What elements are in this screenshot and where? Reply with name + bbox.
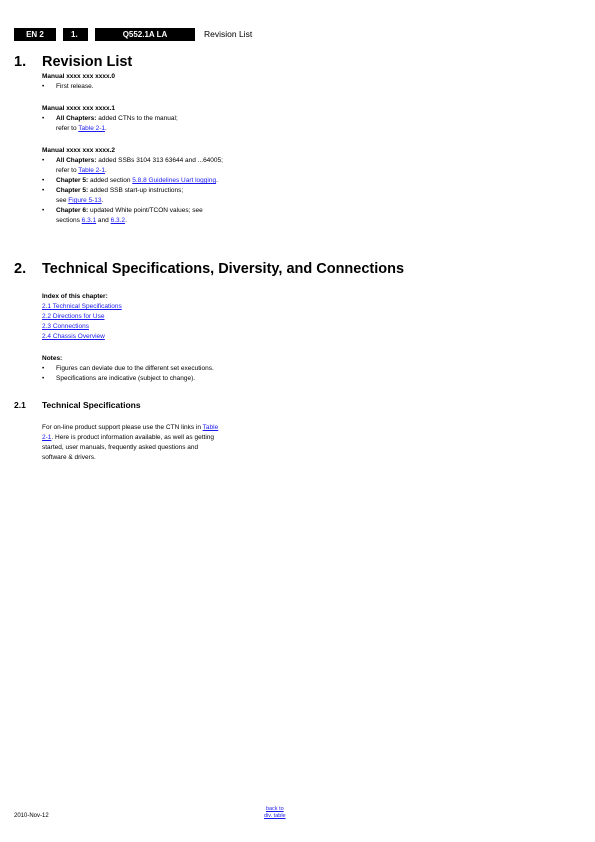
section-2-title: Technical Specifications, Diversity, and Connections	[42, 261, 405, 277]
revision-1-item-1-text: added CTNs to the manual;	[96, 115, 178, 122]
back-link-line-2[interactable]: div. table	[264, 813, 286, 819]
revision-1-block	[42, 104, 282, 134]
header-box-model-text: Q552.1A LA	[122, 30, 168, 39]
index-link-directions-for-use[interactable]: 2.2 Directions for Use	[42, 313, 105, 320]
revision-2-item-4-bold: Chapter 6:	[56, 207, 89, 214]
paragraph-text-3: started, user manuals, frequently asked questions and	[42, 444, 199, 451]
header-box-chapter-number-text: 1.	[71, 30, 78, 39]
chapter-index	[42, 292, 282, 342]
section-2-1-paragraph	[42, 423, 267, 463]
revision-2-item-3-text: added SSB start-up instructions;	[88, 187, 184, 194]
header-box-chapter-code-text: EN 2	[26, 30, 44, 39]
table-link-part-2[interactable]: 2-1	[42, 434, 52, 441]
section-2-1-title: Technical Specifications	[42, 400, 141, 410]
revision-2-item-4-line2: sections	[56, 217, 82, 224]
revision-2-item-1-bold: All Chapters:	[56, 157, 97, 164]
revision-0-item-1-text: First release.	[56, 83, 94, 90]
revision-2-item-4	[42, 206, 282, 226]
section-6-3-2-link[interactable]: 6.3.2	[110, 217, 126, 224]
revision-2-label: Manual xxxx xxx xxxx.2	[42, 147, 115, 154]
figure-5-13-link[interactable]: Figure 5-13	[68, 197, 102, 204]
revision-1-item-1	[42, 114, 282, 134]
revision-0-block	[42, 72, 282, 92]
revision-1-item-1-bold: All Chapters:	[56, 115, 97, 122]
back-to-div-table-link[interactable]	[264, 806, 286, 820]
revision-2-item-2-text: added section	[88, 177, 133, 184]
revision-2-block	[42, 146, 282, 226]
revision-2-item-2	[42, 176, 282, 186]
table-2-1-link[interactable]: Table 2-1	[78, 125, 106, 132]
revision-2-item-3-bold: Chapter 5:	[56, 187, 89, 194]
section-2-number: 2.	[14, 261, 27, 277]
revision-0-label: Manual xxxx xxx xxxx.0	[42, 73, 115, 80]
revision-2-item-2-bold: Chapter 5:	[56, 177, 89, 184]
revision-2-item-4-mid: and	[96, 217, 111, 224]
back-link-line-1[interactable]: back to	[265, 806, 284, 812]
revision-2-item-3	[42, 186, 282, 206]
revision-2-item-1-line2: refer to	[56, 167, 79, 174]
section-1-heading	[14, 54, 132, 71]
header-title: Revision List	[204, 29, 253, 39]
paragraph-text-4: software & drivers.	[42, 454, 96, 461]
revision-0-item-1	[42, 82, 282, 92]
notes-label: Notes:	[42, 355, 63, 362]
paragraph-text-2: . Here is product information available, as well as getting	[51, 434, 214, 441]
revision-1-item-1-end: .	[105, 125, 107, 132]
revision-2-item-1-text: added SSBs 3104 313 63644 and ...64005;	[96, 157, 223, 164]
chapter-index-label: Index of this chapter:	[42, 293, 108, 300]
table-link-part-1[interactable]: Table	[202, 424, 219, 431]
header-box-chapter-number	[63, 28, 88, 41]
footer-date: 2010-Nov-12	[14, 813, 49, 819]
index-link-chassis-overview[interactable]: 2.4 Chassis Overview	[42, 333, 105, 340]
revision-2-item-1-end: .	[105, 167, 107, 174]
section-2-1-heading	[14, 400, 141, 411]
index-link-technical-specifications[interactable]: 2.1 Technical Specifications	[42, 303, 122, 310]
revision-2-item-1	[42, 156, 282, 176]
revision-1-item-1-line2: refer to	[56, 125, 79, 132]
section-2-1-number: 2.1	[14, 400, 26, 410]
paragraph-text-1: For on-line product support please use the CTN links in	[42, 424, 203, 431]
header-box-chapter-code	[14, 28, 56, 41]
index-link-connections[interactable]: 2.3 Connections	[42, 323, 89, 330]
notes-block	[42, 354, 282, 384]
revision-2-item-4-end: .	[125, 217, 127, 224]
table-2-1-link[interactable]: Table 2-1	[78, 167, 106, 174]
note-item: • Figures can deviate due to the different set executions.	[42, 364, 282, 374]
section-1-title: Revision List	[42, 54, 133, 70]
revision-2-item-3-end: .	[101, 197, 104, 204]
revision-2-item-4-text: updated White point/TCON values; see	[88, 207, 203, 214]
header-box-model	[95, 28, 195, 41]
revision-2-item-3-line2: see	[56, 197, 69, 204]
revision-2-item-2-end: .	[216, 177, 218, 184]
section-1-number: 1.	[14, 54, 27, 70]
section-6-3-1-link[interactable]: 6.3.1	[81, 217, 97, 224]
revision-1-label: Manual xxxx xxx xxxx.1	[42, 105, 115, 112]
section-2-heading	[14, 261, 404, 278]
note-item: • Specifications are indicative (subject to change).	[42, 374, 282, 384]
section-5-8-8-link[interactable]: 5.8.8 Guidelines Uart logging	[132, 177, 217, 184]
